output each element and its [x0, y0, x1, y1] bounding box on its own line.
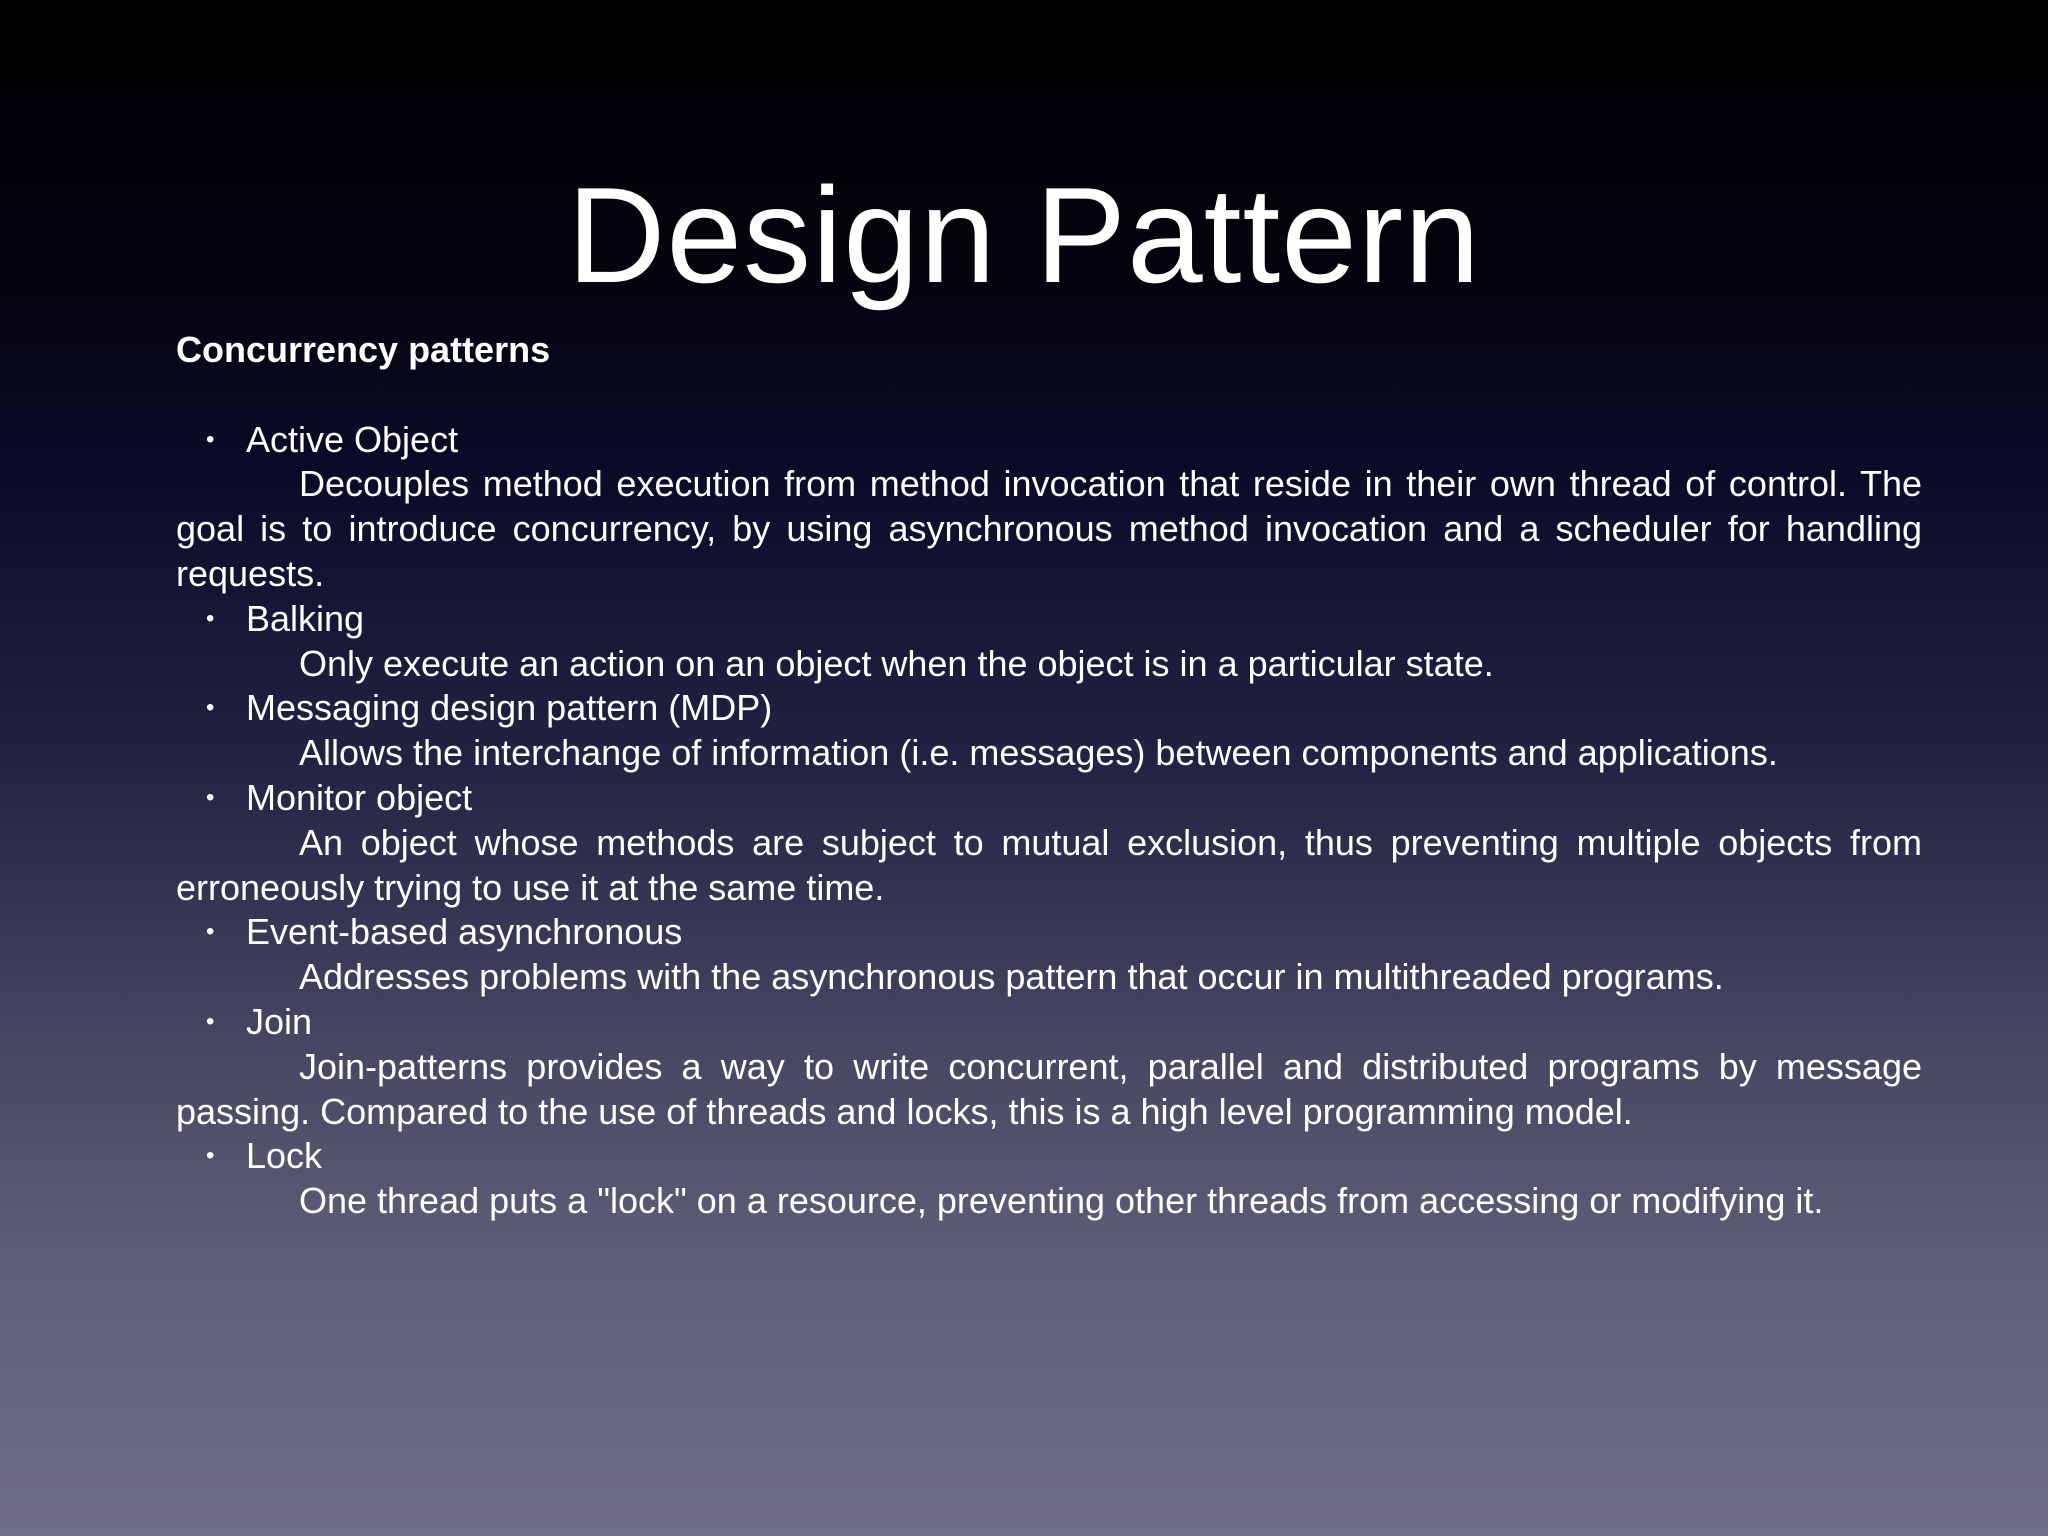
pattern-title	[176, 686, 1922, 731]
pattern-item-join	[176, 1000, 1922, 1134]
slide-title: Design Pattern	[567, 159, 1481, 311]
pattern-title-text: Messaging design pattern (MDP)	[246, 687, 773, 729]
pattern-title-text: Event-based asynchronous	[246, 911, 683, 953]
pattern-item-active-object	[176, 418, 1922, 597]
pattern-item-lock	[176, 1134, 1922, 1224]
spacer	[176, 373, 1922, 418]
slide-content	[176, 328, 1922, 1224]
pattern-item-balking	[176, 597, 1922, 687]
pattern-description: One thread puts a "lock" on a resource, preventing other threads from accessing or modifying it.	[299, 1180, 1824, 1222]
pattern-title-text: Lock	[246, 1135, 323, 1177]
pattern-description: Addresses problems with the asynchronous pattern that occur in multithreaded programs.	[299, 956, 1724, 998]
pattern-description: Only execute an action on an object when the object is in a particular state.	[299, 642, 1494, 684]
pattern-item-monitor-object	[176, 776, 1922, 910]
pattern-description: An object whose methods are subject to mutual exclusion, thus preventing multiple objects from erroneously trying to use it at the same time.	[176, 821, 1922, 908]
pattern-title	[176, 418, 1922, 463]
pattern-title	[176, 910, 1922, 955]
pattern-title	[176, 1000, 1922, 1045]
pattern-item-event-based-async	[176, 910, 1922, 1000]
pattern-description: Decouples method execution from method invocation that reside in their own thread of control. The goal is to introduce concurrency, by using asynchronous method invocation and a scheduler for handling requests.	[176, 463, 1922, 594]
pattern-title-text: Join	[246, 1000, 313, 1042]
bullet-icon: •	[206, 1007, 215, 1035]
bullet-icon: •	[206, 604, 215, 632]
section-heading: Concurrency patterns	[176, 329, 551, 370]
bullet-icon: •	[206, 918, 215, 946]
pattern-title-text: Monitor object	[246, 776, 473, 818]
pattern-item-messaging	[176, 686, 1922, 776]
bullet-icon: •	[206, 1142, 215, 1170]
pattern-description: Join-patterns provides a way to write concurrent, parallel and distributed programs by message passing. Compared to the use of threads and locks, this is a high level programming model.	[176, 1045, 1922, 1132]
bullet-icon: •	[206, 694, 215, 722]
pattern-title	[176, 597, 1922, 642]
bullet-icon: •	[206, 425, 215, 453]
pattern-title	[176, 776, 1922, 821]
pattern-description: Allows the interchange of information (i.e. messages) between components and applications.	[299, 732, 1778, 774]
pattern-title	[176, 1134, 1922, 1179]
pattern-title-text: Active Object	[246, 418, 459, 460]
bullet-icon: •	[206, 783, 215, 811]
pattern-title-text: Balking	[246, 597, 365, 639]
